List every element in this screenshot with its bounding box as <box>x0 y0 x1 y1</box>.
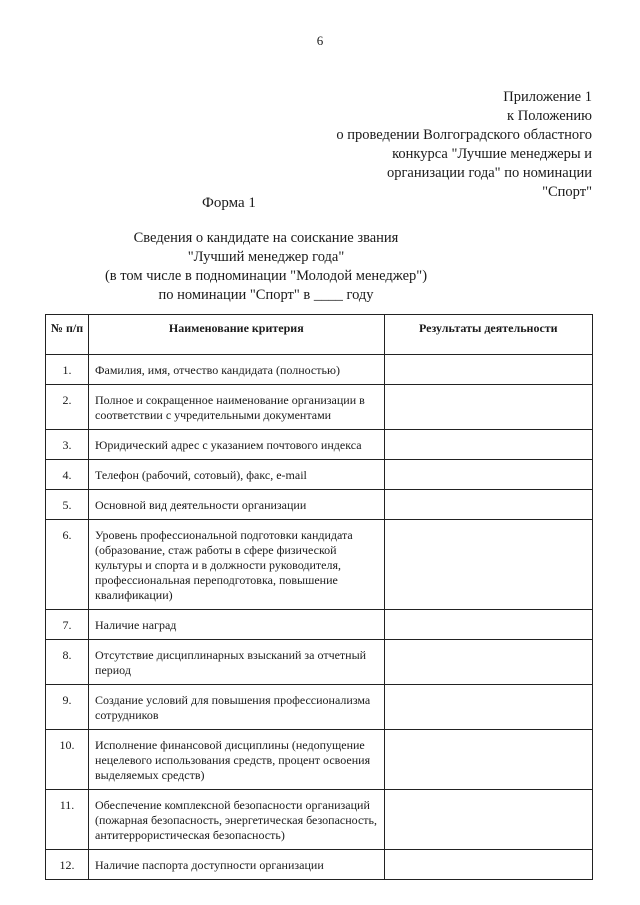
appendix-line: "Спорт" <box>542 184 592 200</box>
table-row <box>46 460 593 490</box>
table-row <box>46 355 593 385</box>
table-row <box>46 640 593 685</box>
row-criterion: Уровень профессиональной подготовки кандидата (образование, стаж работы в сфере физической культуры и спорта и в должности руководителя, профессиональная переподготовка, повышение квалификации) <box>89 520 385 610</box>
row-number: 3. <box>46 430 89 460</box>
row-criterion: Исполнение финансовой дисциплины (недопущение нецелевого использования средств, процент освоения выделяемых средств) <box>89 730 385 790</box>
row-result-cell[interactable] <box>384 520 592 610</box>
document-caption <box>96 229 436 305</box>
table-row <box>46 490 593 520</box>
row-criterion: Основной вид деятельности организации <box>89 490 385 520</box>
row-criterion: Фамилия, имя, отчество кандидата (полностью) <box>89 355 385 385</box>
table-row <box>46 850 593 880</box>
table-row <box>46 520 593 610</box>
row-number: 12. <box>46 850 89 880</box>
row-number: 7. <box>46 610 89 640</box>
row-criterion: Юридический адрес с указанием почтового индекса <box>89 430 385 460</box>
appendix-line: Приложение 1 <box>503 89 592 105</box>
appendix-line: о проведении Волгоградского областного <box>336 127 592 143</box>
header-results: Результаты деятельности <box>384 315 592 355</box>
appendix-line: конкурса "Лучшие менеджеры и <box>392 146 592 162</box>
table-row <box>46 730 593 790</box>
row-result-cell[interactable] <box>384 730 592 790</box>
row-criterion: Телефон (рабочий, сотовый), факс, e-mail <box>89 460 385 490</box>
row-result-cell[interactable] <box>384 385 592 430</box>
row-result-cell[interactable] <box>384 790 592 850</box>
table-header-row <box>46 315 593 355</box>
caption-line: (в том числе в подноминации "Молодой менеджер") <box>104 268 428 284</box>
criteria-table <box>45 314 593 880</box>
row-criterion: Обеспечение комплексной безопасности организаций (пожарная безопасность, энергетическая безопасность, антитеррористическая безопасность) <box>89 790 385 850</box>
row-criterion: Полное и сокращенное наименование организации в соответствии с учредительными документами <box>89 385 385 430</box>
header-num: № п/п <box>46 315 89 355</box>
row-result-cell[interactable] <box>384 460 592 490</box>
form-label: Форма 1 <box>202 195 256 211</box>
caption-line: Сведения о кандидате на соискание звания <box>133 230 399 246</box>
appendix-line: к Положению <box>507 108 592 124</box>
row-criterion: Отсутствие дисциплинарных взысканий за отчетный период <box>89 640 385 685</box>
row-number: 9. <box>46 685 89 730</box>
row-result-cell[interactable] <box>384 610 592 640</box>
caption-line: по номинации "Спорт" в ____ году <box>158 287 374 303</box>
row-number: 2. <box>46 385 89 430</box>
row-number: 6. <box>46 520 89 610</box>
row-result-cell[interactable] <box>384 685 592 730</box>
caption-line: "Лучший менеджер года" <box>187 249 345 265</box>
row-result-cell[interactable] <box>384 430 592 460</box>
row-criterion: Наличие наград <box>89 610 385 640</box>
row-number: 5. <box>46 490 89 520</box>
appendix-line: организации года" по номинации <box>386 165 592 181</box>
appendix-block <box>272 88 592 202</box>
row-criterion: Создание условий для повышения профессионализма сотрудников <box>89 685 385 730</box>
table-row <box>46 685 593 730</box>
row-result-cell[interactable] <box>384 355 592 385</box>
row-number: 8. <box>46 640 89 685</box>
row-number: 1. <box>46 355 89 385</box>
table-row <box>46 790 593 850</box>
row-number: 10. <box>46 730 89 790</box>
row-result-cell[interactable] <box>384 490 592 520</box>
table-row <box>46 385 593 430</box>
row-criterion: Наличие паспорта доступности организации <box>89 850 385 880</box>
row-result-cell[interactable] <box>384 640 592 685</box>
row-result-cell[interactable] <box>384 850 592 880</box>
row-number: 11. <box>46 790 89 850</box>
page-number: 6 <box>316 33 324 48</box>
header-criterion: Наименование критерия <box>89 315 385 355</box>
table-row <box>46 610 593 640</box>
row-number: 4. <box>46 460 89 490</box>
table-row <box>46 430 593 460</box>
